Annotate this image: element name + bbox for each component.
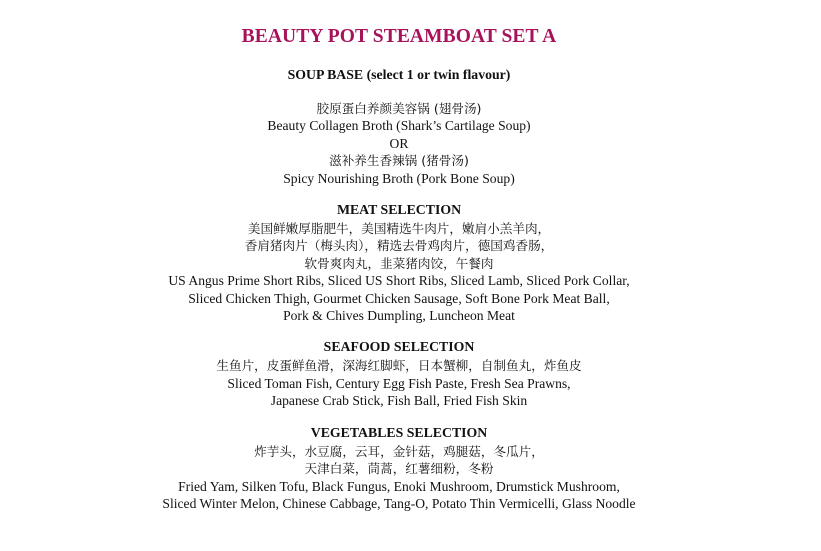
- seafood-english-line-1: Sliced Toman Fish, Century Egg Fish Paste, Fresh Sea Prawns,: [227, 375, 571, 391]
- meat-chinese-line-1: 美国鲜嫩厚脂肥牛，美国精选牛肉片，嫩肩小羔羊肉，: [247, 221, 551, 237]
- meat-english-line-2: Sliced Chicken Thigh, Gourmet Chicken Sausage, Soft Bone Pork Meat Ball,: [188, 290, 610, 306]
- menu-title: BEAUTY POT STEAMBOAT SET A: [241, 26, 557, 47]
- meat-chinese-line-3: 软骨爽肉丸，韭菜猪肉饺，午餐肉: [304, 255, 494, 271]
- meat-english-line-1: US Angus Prime Short Ribs, Sliced US Short Ribs, Sliced Lamb, Sliced Pork Collar,: [168, 273, 630, 289]
- soup-or-separator: OR: [389, 135, 409, 151]
- soup-base-section: [0, 66, 798, 187]
- meat-heading: MEAT SELECTION: [336, 202, 462, 218]
- vegetables-english-line-2: Sliced Winter Melon, Chinese Cabbage, Tang-O, Potato Thin Vermicelli, Glass Noodle: [162, 495, 636, 511]
- soup-option-2-english: Spicy Nourishing Broth (Pork Bone Soup): [283, 170, 515, 186]
- seafood-english-line-2: Japanese Crab Stick, Fish Ball, Fried Fish Skin: [270, 393, 528, 409]
- vegetables-heading: VEGETABLES SELECTION: [310, 424, 488, 440]
- meat-section: [0, 201, 798, 324]
- seafood-section: [0, 338, 798, 409]
- vegetables-english-line-1: Fried Yam, Silken Tofu, Black Fungus, Enoki Mushroom, Drumstick Mushroom,: [178, 478, 620, 494]
- seafood-chinese-line-1: 生鱼片，皮蛋鲜鱼滑，深海红脚虾，日本蟹柳，自制鱼丸，炸鱼皮: [216, 358, 582, 374]
- vegetables-section: [0, 424, 798, 513]
- meat-chinese-line-2: 香肩猪肉片（梅头肉），精选去骨鸡肉片，德国鸡香肠，: [244, 238, 554, 254]
- menu-document: [0, 24, 798, 512]
- soup-base-heading: SOUP BASE (select 1 or twin flavour): [287, 67, 511, 82]
- vegetables-chinese-line-1: 炸芋头，水豆腐，云耳，金针菇，鸡腿菇，冬瓜片，: [254, 443, 544, 459]
- seafood-heading: SEAFOOD SELECTION: [323, 339, 475, 355]
- vegetables-chinese-line-2: 天津白菜，茼蒿，红薯细粉，冬粉: [304, 461, 494, 477]
- soup-option-2-chinese: 滋补养生香辣锅 (猪骨汤): [329, 153, 469, 169]
- meat-english-line-3: Pork & Chives Dumpling, Luncheon Meat: [283, 308, 515, 324]
- soup-option-1-english: Beauty Collagen Broth (Shark’s Cartilage Soup): [267, 118, 531, 134]
- soup-option-1-chinese: 胶原蛋白养颜美容锅 (翅骨汤): [316, 101, 482, 116]
